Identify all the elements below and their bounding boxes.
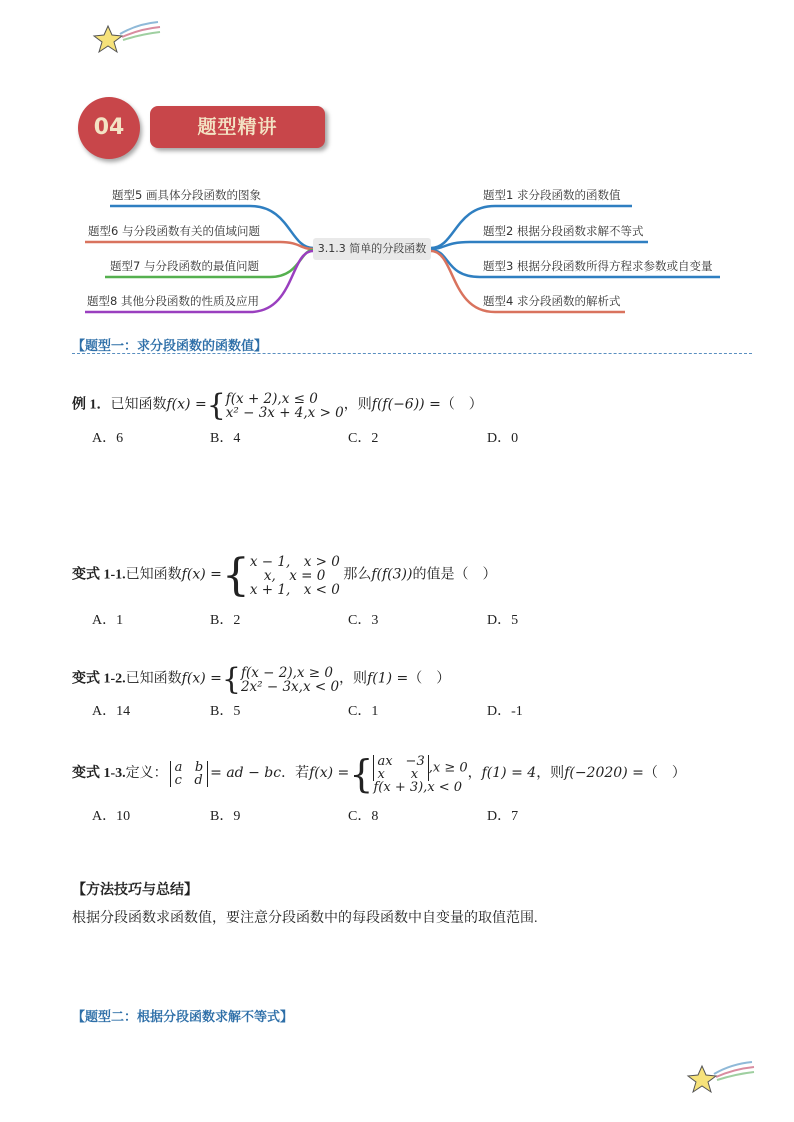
mindmap-center-node: 3.1.3 简单的分段函数 (313, 238, 431, 260)
mindmap-node: 题型6 与分段函数有关的值域问题 (88, 224, 260, 238)
question-variant-1-1: 变式 1-1.已知函数f(x) ={ x − 1, x > 0 x, x = 0 x + 1, x < 0 那么f(f(3))的值是（ ） (72, 550, 497, 601)
mindmap-node: 题型4 求分段函数的解析式 (483, 294, 621, 308)
summary-text: 根据分段函数求函数值，要注意分段函数中的每段函数中自变量的取值范围. (72, 911, 538, 926)
mindmap-node: 题型7 与分段函数的最值问题 (110, 259, 259, 273)
option: D．0 (487, 431, 519, 446)
option: A．14 (92, 704, 131, 719)
option: A．1 (92, 613, 124, 628)
mindmap-node: 题型2 根据分段函数求解不等式 (483, 224, 644, 238)
section-heading: 【题型二：根据分段函数求解不等式】 (72, 1010, 294, 1025)
section-heading: 【题型一：求分段函数的函数值】 (72, 339, 268, 354)
mindmap-node: 题型5 画具体分段函数的图象 (112, 188, 261, 202)
option: B．4 (210, 431, 241, 446)
question-example-1: 例 1．已知函数f(x) ={ f(x + 2),x ≤ 0 x² − 3x + 4,x > 0 ，则f(f(−6)) =（ ） (72, 388, 483, 423)
section-title: 题型精讲 (197, 116, 278, 138)
option: C．8 (348, 809, 379, 824)
option: D．5 (487, 613, 519, 628)
option: B．2 (210, 613, 241, 628)
summary-title: 【方法技巧与总结】 (72, 882, 198, 898)
option: D．-1 (487, 704, 523, 719)
option: A．10 (92, 809, 131, 824)
question-variant-1-3: 变式 1-3.定义： a b c d = ad − bc．若f(x) ={ ax −3 x x ,x ≥ 0 f(x + 3),x < 0 ，f(1) = 4，则f(−2020) =（ ） (72, 752, 686, 796)
mindmap-node: 题型1 求分段函数的函数值 (483, 188, 621, 202)
mindmap-connectors (0, 0, 794, 330)
option: C．3 (348, 613, 379, 628)
dashed-divider (72, 353, 752, 354)
question-variant-1-2: 变式 1-2.已知函数f(x) ={ f(x − 2),x ≥ 0 2x² − 3x,x < 0 ，则f(1) =（ ） (72, 662, 451, 697)
option: A．6 (92, 431, 124, 446)
option: B．9 (210, 809, 241, 824)
mindmap-node: 题型8 其他分段函数的性质及应用 (87, 294, 259, 308)
option: C．1 (348, 704, 379, 719)
option: B．5 (210, 704, 241, 719)
option: D．7 (487, 809, 519, 824)
option: C．2 (348, 431, 379, 446)
star-decoration-icon (686, 1058, 758, 1098)
mindmap-node: 题型3 根据分段函数所得方程求参数或自变量 (483, 259, 713, 273)
section-number: 04 (93, 115, 125, 140)
determinant: a b c d (170, 761, 208, 787)
